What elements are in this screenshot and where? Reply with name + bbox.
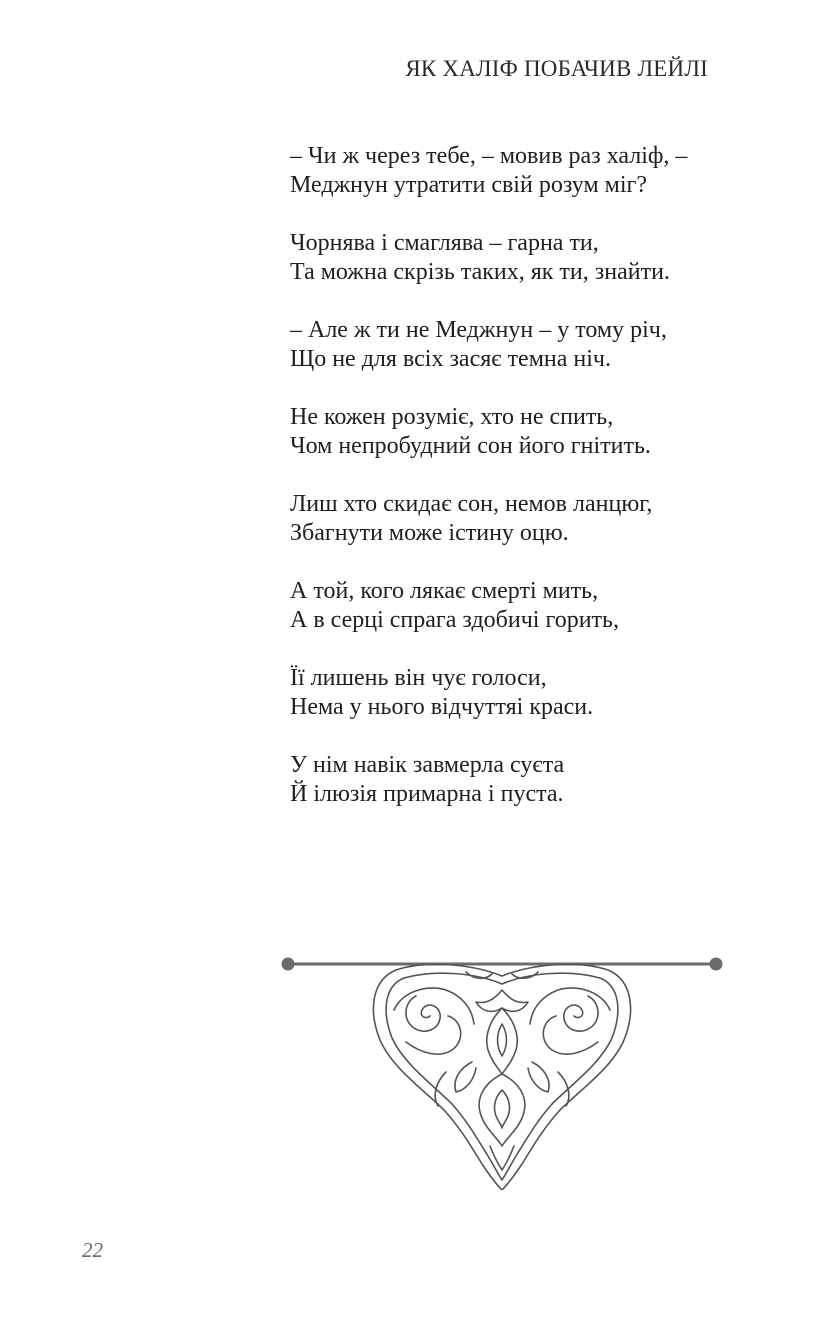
- running-title: ЯК ХАЛІФ ПОБАЧИВ ЛЕЙЛІ: [405, 56, 708, 81]
- poem-line: Її лишень він чує голоси,: [290, 665, 547, 691]
- poem-line: Що не для всіх засяє темна ніч.: [290, 346, 611, 372]
- poem-line: Не кожен розуміє, хто не спить,: [290, 404, 614, 430]
- poem-line: Лиш хто скидає сон, немов ланцюг,: [290, 491, 653, 517]
- poem-line: Та можна скрізь таких, як ти, знайти.: [290, 259, 670, 285]
- page-number: 22: [82, 1238, 103, 1262]
- poem-line: Чорнява і смаглява – гарна ти,: [290, 230, 599, 256]
- poem-line: Чом непробудний сон його гнітить.: [290, 433, 651, 459]
- stanza: [290, 577, 770, 635]
- poem-line: Меджнун утратити свій розум міг?: [290, 172, 648, 198]
- arabesque-ornament-icon: [276, 950, 728, 1190]
- stanza: [290, 490, 770, 548]
- poem-line: Й ілюзія примарна і пуста.: [290, 781, 564, 807]
- stanza: [290, 751, 770, 809]
- poem-line: – Але ж ти не Меджнун – у тому річ,: [290, 317, 667, 343]
- ornament-motif: [373, 964, 630, 1190]
- poem-line: – Чи ж через тебе, – мовив раз халіф, –: [290, 143, 688, 169]
- poem-line: Збагнути може істину оцю.: [290, 520, 569, 546]
- stanza: [290, 229, 770, 287]
- poem-line: У нім навік завмерла суєта: [290, 752, 565, 778]
- poem-line: А той, кого лякає смерті мить,: [290, 578, 599, 604]
- poem-line: Нема у нього відчуттяі краси.: [290, 694, 594, 720]
- ornament-rule-dot-right: [710, 958, 723, 971]
- stanza: [290, 664, 770, 722]
- stanza: [290, 316, 770, 374]
- stanza: [290, 403, 770, 461]
- ornament-rule-dot-left: [282, 958, 295, 971]
- poem: [290, 142, 770, 838]
- stanza: [290, 142, 770, 200]
- poem-line: А в серці спрага здобичі горить,: [290, 607, 619, 633]
